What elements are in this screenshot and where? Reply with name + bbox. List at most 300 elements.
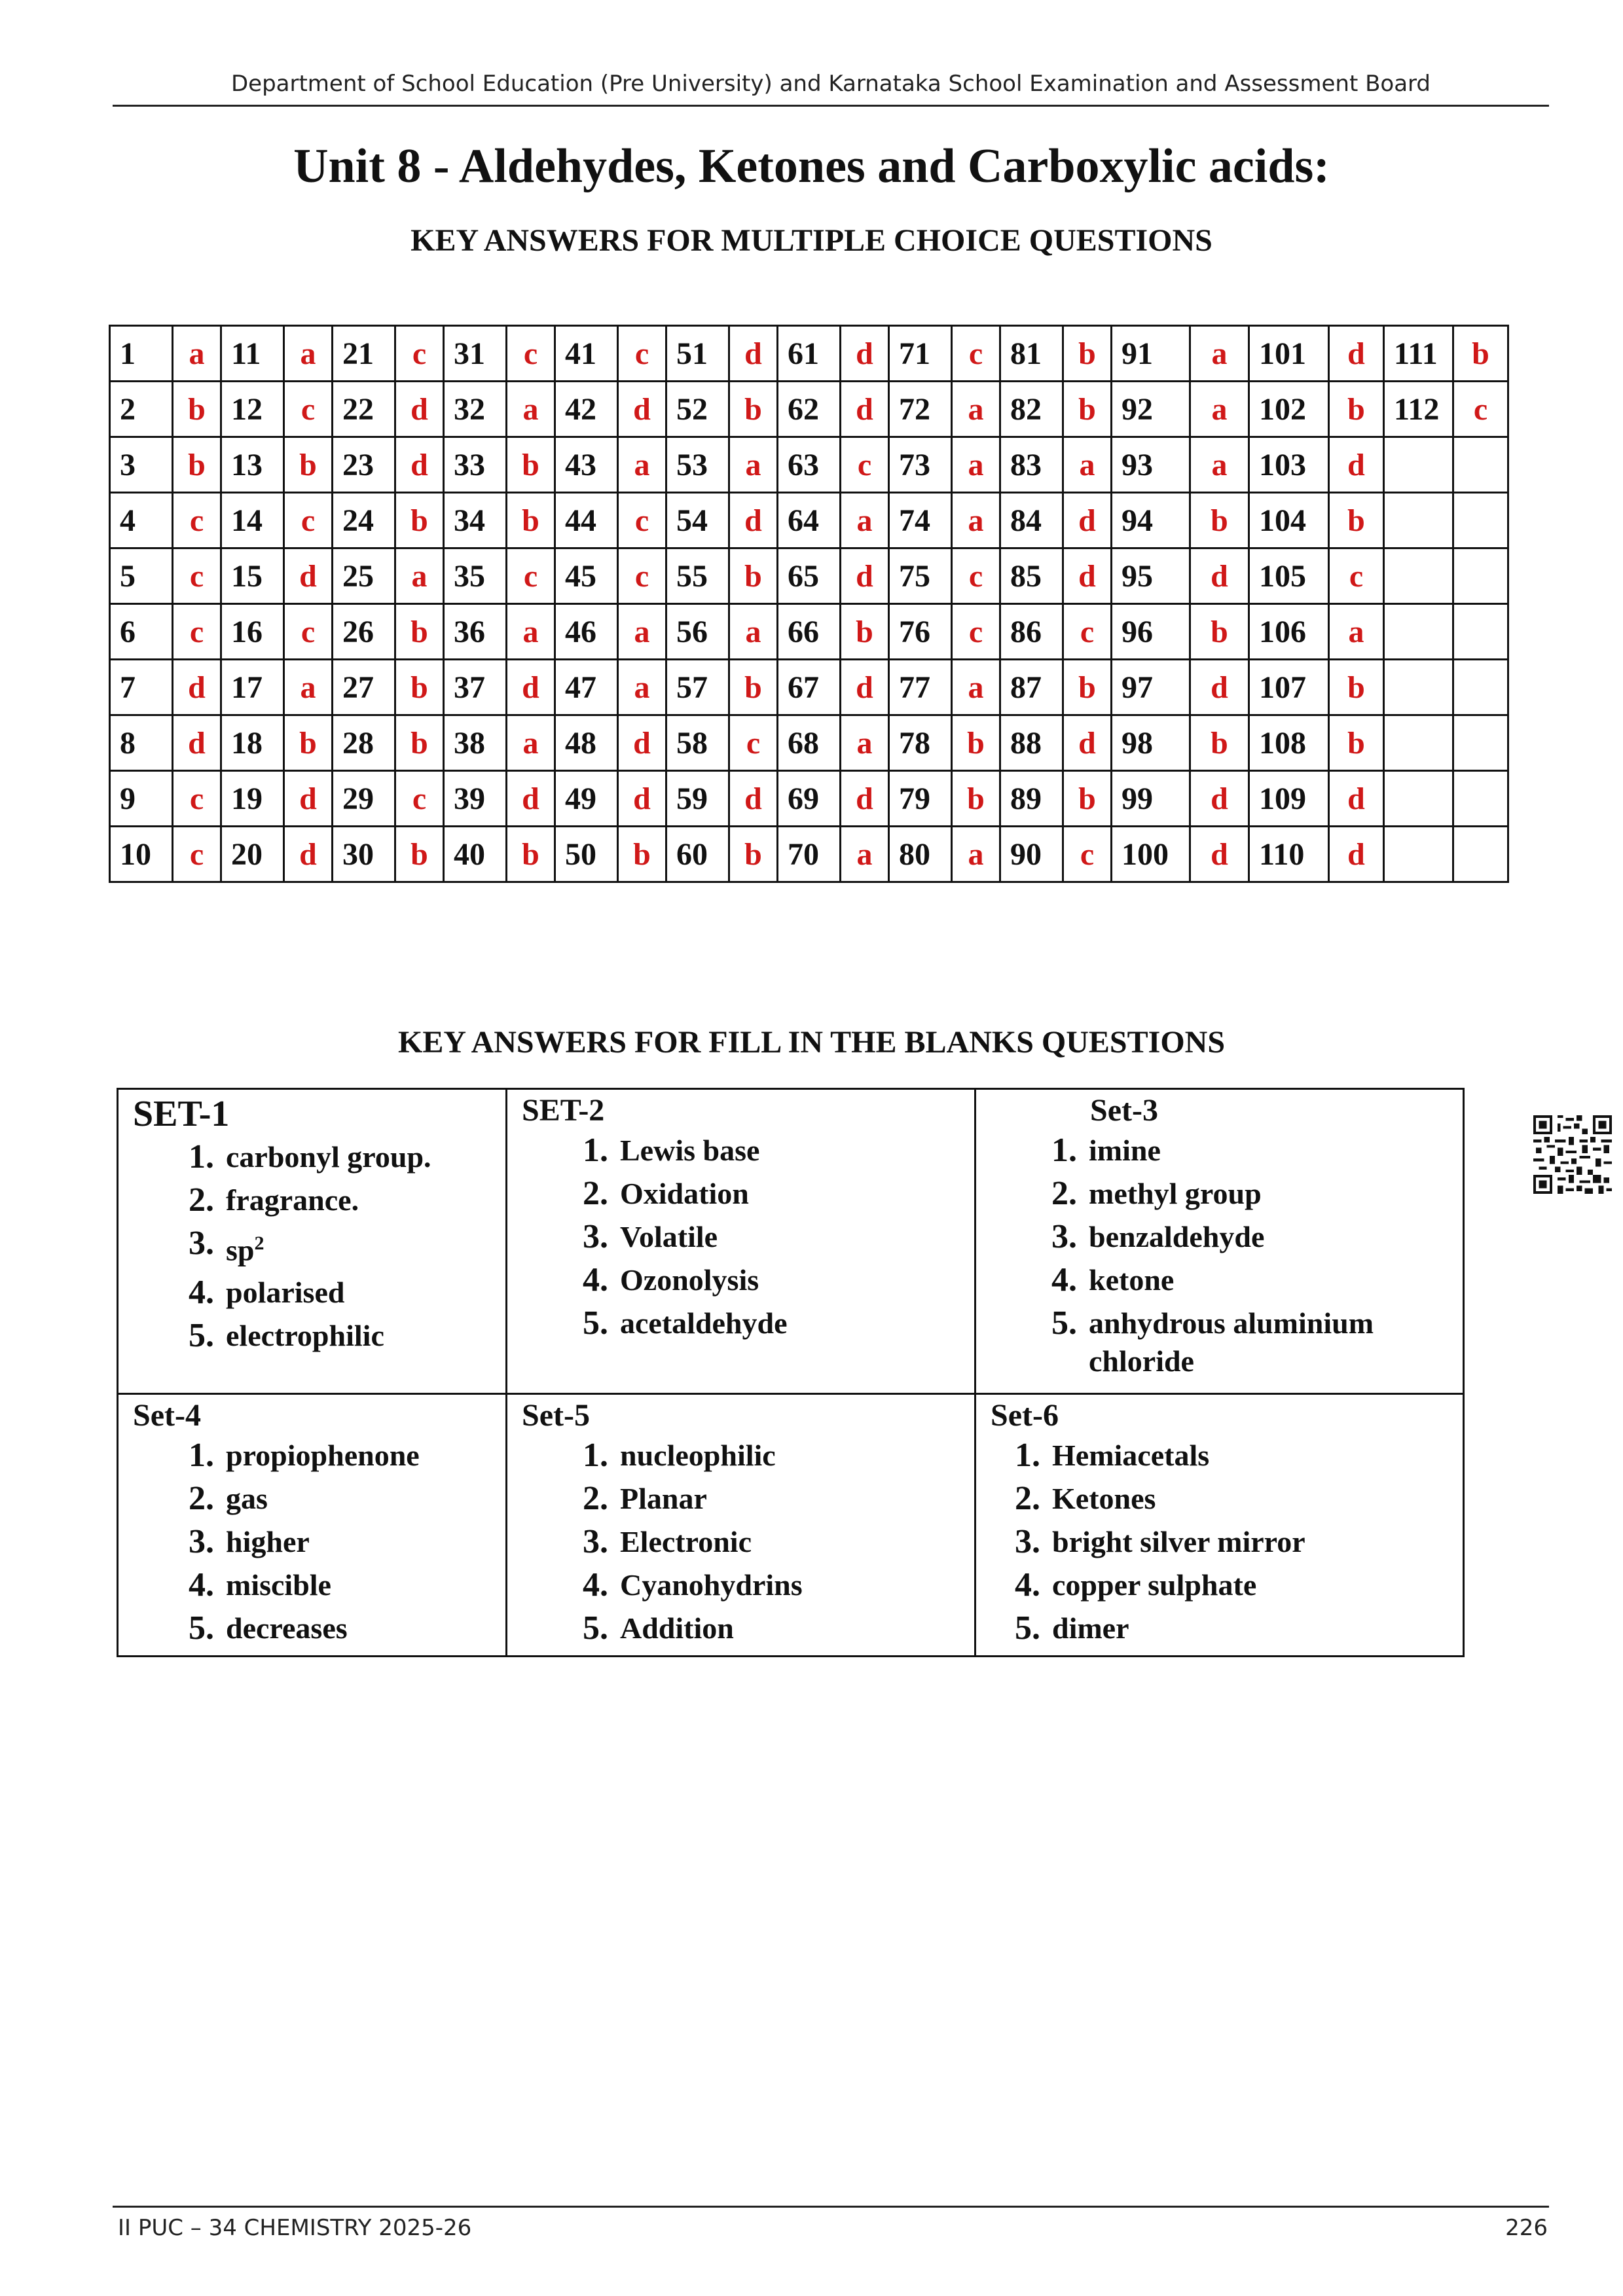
question-number: 107 bbox=[1249, 660, 1329, 715]
list-item: 5. electrophilic bbox=[189, 1317, 384, 1355]
answer-key: b bbox=[395, 715, 444, 771]
question-number: 34 bbox=[444, 493, 507, 548]
answer-key: c bbox=[284, 604, 333, 660]
table-row bbox=[110, 437, 1508, 493]
answer-key: c bbox=[952, 604, 1000, 660]
question-number: 63 bbox=[778, 437, 841, 493]
question-number: 91 bbox=[1112, 326, 1190, 382]
question-number: 43 bbox=[555, 437, 618, 493]
question-number: 68 bbox=[778, 715, 841, 771]
question-number: 6 bbox=[110, 604, 173, 660]
list-item: 5. anhydrous aluminium chloride bbox=[1051, 1304, 1374, 1378]
answer-key: d bbox=[1063, 493, 1112, 548]
question-number: 51 bbox=[666, 326, 729, 382]
answer-key: d bbox=[1329, 326, 1384, 382]
question-number: 65 bbox=[778, 548, 841, 604]
question-number bbox=[1384, 437, 1453, 493]
answer-key: d bbox=[841, 548, 889, 604]
list-item: 2. Planar bbox=[583, 1480, 707, 1517]
list-item: 4. Cyanohydrins bbox=[583, 1566, 803, 1604]
question-number: 111 bbox=[1384, 326, 1453, 382]
answer-key: b bbox=[507, 827, 555, 882]
question-number: 24 bbox=[333, 493, 395, 548]
answer-key: b bbox=[507, 437, 555, 493]
question-number bbox=[1384, 548, 1453, 604]
question-number: 9 bbox=[110, 771, 173, 827]
table-row bbox=[110, 771, 1508, 827]
list-item: 1. imine bbox=[1051, 1132, 1161, 1169]
answer-key: d bbox=[284, 548, 333, 604]
answer-key: b bbox=[1063, 326, 1112, 382]
question-number: 41 bbox=[555, 326, 618, 382]
question-number: 42 bbox=[555, 382, 618, 437]
question-number: 38 bbox=[444, 715, 507, 771]
question-number: 7 bbox=[110, 660, 173, 715]
question-number: 102 bbox=[1249, 382, 1329, 437]
page-header: Department of School Education (Pre University) and Karnataka School Examination and Assessment Board bbox=[230, 71, 1431, 97]
question-number: 104 bbox=[1249, 493, 1329, 548]
question-number: 80 bbox=[889, 827, 952, 882]
table-row bbox=[110, 827, 1508, 882]
answer-key: a bbox=[841, 827, 889, 882]
question-number: 57 bbox=[666, 660, 729, 715]
answer-key: c bbox=[395, 771, 444, 827]
question-number: 64 bbox=[778, 493, 841, 548]
question-number: 110 bbox=[1249, 827, 1329, 882]
list-item: 3. bright silver mirror bbox=[1015, 1523, 1305, 1560]
question-number: 22 bbox=[333, 382, 395, 437]
question-number: 49 bbox=[555, 771, 618, 827]
answer-key: a bbox=[507, 604, 555, 660]
answer-key: d bbox=[1063, 548, 1112, 604]
question-number: 112 bbox=[1384, 382, 1453, 437]
list-item: 5. acetaldehyde bbox=[583, 1304, 788, 1342]
question-number: 29 bbox=[333, 771, 395, 827]
mcq-answer-table bbox=[109, 325, 1509, 883]
question-number: 69 bbox=[778, 771, 841, 827]
question-number: 11 bbox=[221, 326, 284, 382]
answer-key: c bbox=[1063, 827, 1112, 882]
question-number: 89 bbox=[1000, 771, 1063, 827]
question-number: 94 bbox=[1112, 493, 1190, 548]
answer-key: a bbox=[1329, 604, 1384, 660]
question-number bbox=[1384, 493, 1453, 548]
answer-key: c bbox=[618, 493, 666, 548]
question-number: 19 bbox=[221, 771, 284, 827]
list-item: 2. methyl group bbox=[1051, 1175, 1262, 1212]
answer-key: d bbox=[729, 493, 778, 548]
list-item: 3. $sp^2$ bbox=[189, 1225, 264, 1267]
footer-course: II PUC – 34 CHEMISTRY 2025-26 bbox=[118, 2215, 472, 2241]
question-number: 30 bbox=[333, 827, 395, 882]
question-number: 47 bbox=[555, 660, 618, 715]
set-3-cell bbox=[976, 1089, 1464, 1394]
answer-key: d bbox=[1190, 548, 1249, 604]
question-number: 99 bbox=[1112, 771, 1190, 827]
answer-key: b bbox=[1329, 660, 1384, 715]
answer-key: c bbox=[952, 548, 1000, 604]
answer-key: c bbox=[507, 548, 555, 604]
answer-key: c bbox=[1453, 382, 1508, 437]
answer-key: c bbox=[173, 771, 221, 827]
question-number: 73 bbox=[889, 437, 952, 493]
question-number: 39 bbox=[444, 771, 507, 827]
question-number: 108 bbox=[1249, 715, 1329, 771]
question-number: 27 bbox=[333, 660, 395, 715]
question-number: 70 bbox=[778, 827, 841, 882]
answer-key: b bbox=[1063, 382, 1112, 437]
answer-key: b bbox=[173, 382, 221, 437]
question-number: 101 bbox=[1249, 326, 1329, 382]
answer-key: d bbox=[729, 771, 778, 827]
question-number: 103 bbox=[1249, 437, 1329, 493]
question-number bbox=[1384, 715, 1453, 771]
answer-key: a bbox=[618, 437, 666, 493]
answer-key: b bbox=[952, 715, 1000, 771]
answer-key: c bbox=[173, 493, 221, 548]
answer-key: b bbox=[841, 604, 889, 660]
answer-key: c bbox=[1063, 604, 1112, 660]
answer-key: a bbox=[729, 604, 778, 660]
answer-key: c bbox=[173, 548, 221, 604]
answer-key: a bbox=[729, 437, 778, 493]
answer-key: b bbox=[729, 382, 778, 437]
question-number: 21 bbox=[333, 326, 395, 382]
list-item: 3. benzaldehyde bbox=[1051, 1218, 1265, 1255]
question-number bbox=[1384, 604, 1453, 660]
question-number: 48 bbox=[555, 715, 618, 771]
answer-key: b bbox=[395, 827, 444, 882]
answer-key: b bbox=[1063, 660, 1112, 715]
question-number: 2 bbox=[110, 382, 173, 437]
answer-key: a bbox=[1063, 437, 1112, 493]
question-number: 109 bbox=[1249, 771, 1329, 827]
question-number: 28 bbox=[333, 715, 395, 771]
answer-key: b bbox=[618, 827, 666, 882]
question-number: 33 bbox=[444, 437, 507, 493]
question-number: 35 bbox=[444, 548, 507, 604]
list-item: 3. higher bbox=[189, 1523, 310, 1560]
question-number: 96 bbox=[1112, 604, 1190, 660]
answer-key bbox=[1453, 604, 1508, 660]
question-number: 8 bbox=[110, 715, 173, 771]
answer-key: a bbox=[1190, 437, 1249, 493]
question-number: 50 bbox=[555, 827, 618, 882]
answer-key: c bbox=[395, 326, 444, 382]
list-item: 2. gas bbox=[189, 1480, 268, 1517]
fib-answer-table bbox=[117, 1088, 1465, 1657]
table-row bbox=[110, 326, 1508, 382]
list-item: 3. Electronic bbox=[583, 1523, 752, 1560]
answer-key: d bbox=[395, 437, 444, 493]
answer-key: d bbox=[284, 771, 333, 827]
question-number bbox=[1384, 660, 1453, 715]
answer-key: a bbox=[173, 326, 221, 382]
question-number: 66 bbox=[778, 604, 841, 660]
answer-key bbox=[1453, 493, 1508, 548]
answer-key: b bbox=[284, 437, 333, 493]
question-number: 93 bbox=[1112, 437, 1190, 493]
answer-key: a bbox=[952, 660, 1000, 715]
answer-key: a bbox=[1190, 326, 1249, 382]
set-title: Set-3 bbox=[1090, 1093, 1158, 1128]
answer-key: d bbox=[1190, 827, 1249, 882]
question-number: 40 bbox=[444, 827, 507, 882]
answer-key: d bbox=[1190, 660, 1249, 715]
answer-key: a bbox=[952, 437, 1000, 493]
answer-key: a bbox=[952, 382, 1000, 437]
list-item: 1. propiophenone bbox=[189, 1437, 420, 1474]
question-number: 76 bbox=[889, 604, 952, 660]
question-number: 17 bbox=[221, 660, 284, 715]
answer-key: d bbox=[618, 715, 666, 771]
question-number: 31 bbox=[444, 326, 507, 382]
table-row bbox=[110, 715, 1508, 771]
question-number: 100 bbox=[1112, 827, 1190, 882]
question-number: 12 bbox=[221, 382, 284, 437]
answer-key: c bbox=[618, 548, 666, 604]
question-number: 1 bbox=[110, 326, 173, 382]
answer-key: a bbox=[1190, 382, 1249, 437]
answer-key: b bbox=[1453, 326, 1508, 382]
question-number: 25 bbox=[333, 548, 395, 604]
answer-key: d bbox=[1190, 771, 1249, 827]
set-title: SET-1 bbox=[133, 1094, 230, 1134]
answer-key: d bbox=[618, 382, 666, 437]
question-number: 75 bbox=[889, 548, 952, 604]
answer-key bbox=[1453, 827, 1508, 882]
set-title: Set-5 bbox=[522, 1398, 590, 1433]
page-title: Unit 8 - Aldehydes, Ketones and Carboxylic acids: bbox=[293, 139, 1330, 193]
answer-key bbox=[1453, 548, 1508, 604]
question-number: 83 bbox=[1000, 437, 1063, 493]
set-1-cell bbox=[118, 1089, 507, 1394]
answer-key bbox=[1453, 715, 1508, 771]
list-item: 4. polarised bbox=[189, 1274, 345, 1312]
question-number: 67 bbox=[778, 660, 841, 715]
list-item: 5. Addition bbox=[583, 1609, 734, 1647]
set-2-cell bbox=[507, 1089, 976, 1394]
question-number: 90 bbox=[1000, 827, 1063, 882]
answer-key: d bbox=[841, 771, 889, 827]
question-number bbox=[1384, 827, 1453, 882]
list-item: 1. Hemiacetals bbox=[1015, 1437, 1210, 1474]
list-item: 3. Volatile bbox=[583, 1218, 718, 1255]
question-number: 84 bbox=[1000, 493, 1063, 548]
question-number bbox=[1384, 771, 1453, 827]
answer-key: a bbox=[841, 715, 889, 771]
answer-key: b bbox=[284, 715, 333, 771]
question-number: 55 bbox=[666, 548, 729, 604]
list-item: 2. fragrance. bbox=[189, 1181, 359, 1219]
answer-key: b bbox=[173, 437, 221, 493]
table-row bbox=[110, 604, 1508, 660]
answer-key: b bbox=[1329, 715, 1384, 771]
question-number: 106 bbox=[1249, 604, 1329, 660]
list-item: 4. Ozonolysis bbox=[583, 1261, 759, 1299]
question-number: 54 bbox=[666, 493, 729, 548]
answer-key: c bbox=[952, 326, 1000, 382]
answer-key: b bbox=[1329, 382, 1384, 437]
answer-key: a bbox=[618, 604, 666, 660]
question-number: 79 bbox=[889, 771, 952, 827]
set-4-cell bbox=[118, 1394, 507, 1657]
table-row bbox=[110, 660, 1508, 715]
answer-key: c bbox=[841, 437, 889, 493]
table-row bbox=[110, 382, 1508, 437]
question-number: 58 bbox=[666, 715, 729, 771]
question-number: 81 bbox=[1000, 326, 1063, 382]
answer-key: c bbox=[284, 382, 333, 437]
answer-key: b bbox=[1190, 604, 1249, 660]
answer-key bbox=[1453, 660, 1508, 715]
set-title: SET-2 bbox=[522, 1093, 605, 1128]
question-number: 15 bbox=[221, 548, 284, 604]
question-number: 86 bbox=[1000, 604, 1063, 660]
set-6-cell bbox=[976, 1394, 1464, 1657]
list-item: 4. miscible bbox=[189, 1566, 331, 1604]
answer-key: d bbox=[841, 326, 889, 382]
answer-key: b bbox=[952, 771, 1000, 827]
question-number: 26 bbox=[333, 604, 395, 660]
question-number: 18 bbox=[221, 715, 284, 771]
list-item: 2. Ketones bbox=[1015, 1480, 1156, 1517]
answer-key: b bbox=[507, 493, 555, 548]
answer-key: b bbox=[395, 493, 444, 548]
question-number: 16 bbox=[221, 604, 284, 660]
question-number: 92 bbox=[1112, 382, 1190, 437]
answer-key: b bbox=[395, 604, 444, 660]
question-number: 36 bbox=[444, 604, 507, 660]
answer-key: d bbox=[1329, 771, 1384, 827]
answer-key: b bbox=[729, 827, 778, 882]
answer-key: a bbox=[952, 493, 1000, 548]
question-number: 61 bbox=[778, 326, 841, 382]
list-item: 4. ketone bbox=[1051, 1261, 1175, 1299]
question-number: 71 bbox=[889, 326, 952, 382]
question-number: 53 bbox=[666, 437, 729, 493]
answer-key: a bbox=[507, 382, 555, 437]
answer-key: d bbox=[507, 771, 555, 827]
question-number: 46 bbox=[555, 604, 618, 660]
question-number: 10 bbox=[110, 827, 173, 882]
list-item: 1. carbonyl group. bbox=[189, 1138, 431, 1175]
question-number: 44 bbox=[555, 493, 618, 548]
answer-key: d bbox=[618, 771, 666, 827]
set-title: Set-6 bbox=[991, 1398, 1059, 1433]
question-number: 59 bbox=[666, 771, 729, 827]
list-item: 4. copper sulphate bbox=[1015, 1566, 1257, 1604]
answer-key: b bbox=[1190, 715, 1249, 771]
footer-divider bbox=[113, 2206, 1549, 2208]
answer-key: b bbox=[395, 660, 444, 715]
question-number: 62 bbox=[778, 382, 841, 437]
question-number: 45 bbox=[555, 548, 618, 604]
answer-key: c bbox=[618, 326, 666, 382]
question-number: 60 bbox=[666, 827, 729, 882]
question-number: 56 bbox=[666, 604, 729, 660]
question-number: 32 bbox=[444, 382, 507, 437]
answer-key: c bbox=[1329, 548, 1384, 604]
answer-key: c bbox=[507, 326, 555, 382]
answer-key: c bbox=[173, 604, 221, 660]
list-item: 5. decreases bbox=[189, 1609, 348, 1647]
question-number: 72 bbox=[889, 382, 952, 437]
question-number: 88 bbox=[1000, 715, 1063, 771]
list-item: 1. Lewis base bbox=[583, 1132, 760, 1169]
question-number: 97 bbox=[1112, 660, 1190, 715]
answer-key: b bbox=[1190, 493, 1249, 548]
table-row bbox=[110, 493, 1508, 548]
question-number: 3 bbox=[110, 437, 173, 493]
question-number: 78 bbox=[889, 715, 952, 771]
question-number: 37 bbox=[444, 660, 507, 715]
page-number: 226 bbox=[1505, 2215, 1548, 2241]
answer-key: c bbox=[729, 715, 778, 771]
question-number: 95 bbox=[1112, 548, 1190, 604]
answer-key: b bbox=[729, 660, 778, 715]
list-item: 5. dimer bbox=[1015, 1609, 1129, 1647]
question-number: 23 bbox=[333, 437, 395, 493]
question-number: 82 bbox=[1000, 382, 1063, 437]
question-number: 74 bbox=[889, 493, 952, 548]
question-number: 52 bbox=[666, 382, 729, 437]
answer-key: c bbox=[284, 493, 333, 548]
qr-code-icon bbox=[1533, 1115, 1612, 1194]
question-number: 4 bbox=[110, 493, 173, 548]
answer-key: d bbox=[284, 827, 333, 882]
answer-key: a bbox=[841, 493, 889, 548]
answer-key: d bbox=[395, 382, 444, 437]
list-item: 1. nucleophilic bbox=[583, 1437, 776, 1474]
answer-key: a bbox=[395, 548, 444, 604]
answer-key: a bbox=[284, 660, 333, 715]
header-divider bbox=[113, 105, 1549, 107]
answer-key: a bbox=[507, 715, 555, 771]
answer-key: d bbox=[173, 660, 221, 715]
question-number: 77 bbox=[889, 660, 952, 715]
answer-key: d bbox=[841, 382, 889, 437]
answer-key: b bbox=[729, 548, 778, 604]
answer-key: a bbox=[284, 326, 333, 382]
answer-key: c bbox=[173, 827, 221, 882]
question-number: 5 bbox=[110, 548, 173, 604]
list-item: 2. Oxidation bbox=[583, 1175, 749, 1212]
set-title: Set-4 bbox=[133, 1398, 201, 1433]
answer-key: d bbox=[1063, 715, 1112, 771]
answer-key: d bbox=[1329, 827, 1384, 882]
answer-key: a bbox=[952, 827, 1000, 882]
set-5-cell bbox=[507, 1394, 976, 1657]
question-number: 105 bbox=[1249, 548, 1329, 604]
answer-key: b bbox=[1063, 771, 1112, 827]
question-number: 14 bbox=[221, 493, 284, 548]
question-number: 98 bbox=[1112, 715, 1190, 771]
mcq-heading: KEY ANSWERS FOR MULTIPLE CHOICE QUESTIONS bbox=[410, 223, 1213, 258]
answer-key bbox=[1453, 771, 1508, 827]
fib-heading: KEY ANSWERS FOR FILL IN THE BLANKS QUESTIONS bbox=[397, 1025, 1226, 1060]
question-number: 13 bbox=[221, 437, 284, 493]
answer-key bbox=[1453, 437, 1508, 493]
question-number: 85 bbox=[1000, 548, 1063, 604]
answer-key: d bbox=[1329, 437, 1384, 493]
answer-key: b bbox=[1329, 493, 1384, 548]
question-number: 20 bbox=[221, 827, 284, 882]
question-number: 87 bbox=[1000, 660, 1063, 715]
table-row bbox=[110, 548, 1508, 604]
answer-key: a bbox=[618, 660, 666, 715]
answer-key: d bbox=[507, 660, 555, 715]
